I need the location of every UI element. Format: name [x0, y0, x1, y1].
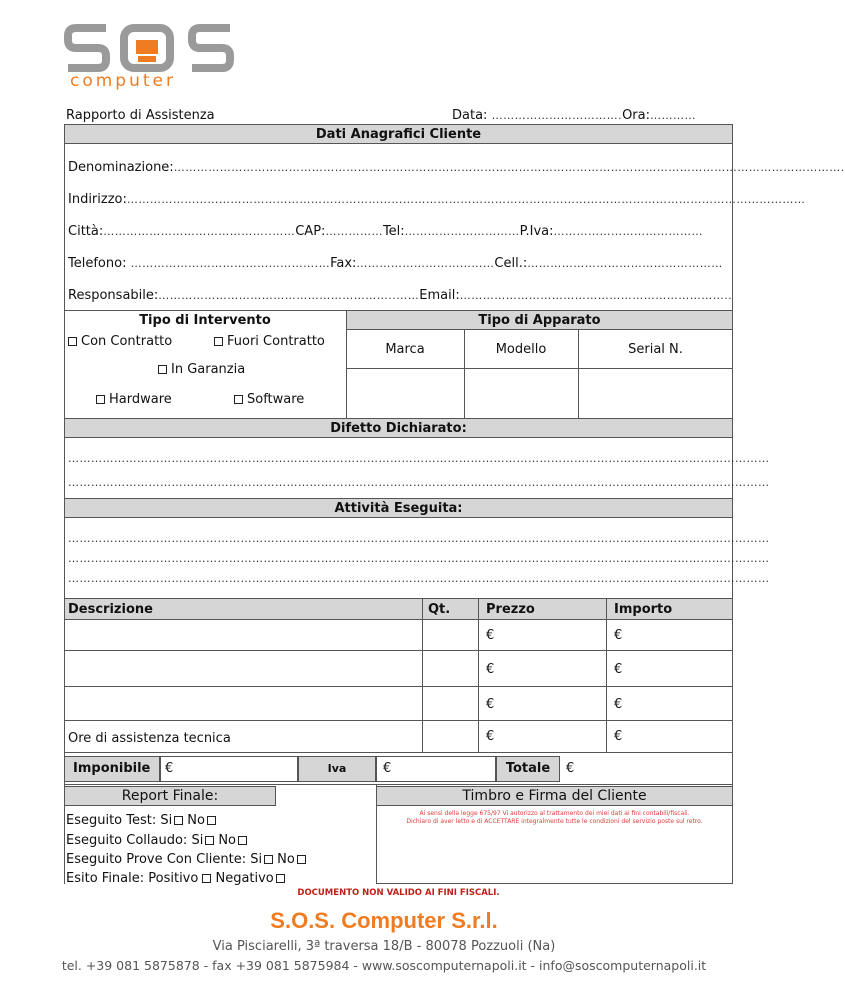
citta-cap-tel-piva-field[interactable]: Città:……………………………………..……CAP:……………Tel:…………………………P.Iva:…………………………………: [68, 224, 703, 239]
esito-finale-row[interactable]: Esito Finale: Positivo Negativo: [66, 871, 289, 886]
descrizione-header: Descrizione: [68, 602, 153, 617]
imponibile-value[interactable]: €: [160, 756, 298, 782]
report-title: Rapporto di Assistenza: [66, 108, 215, 123]
eseguito-test-row[interactable]: Eseguito Test: Si No: [66, 813, 220, 828]
iva-label: Iva: [298, 756, 376, 782]
sos-logo-graphic: [62, 18, 242, 90]
prezzo-cell[interactable]: €: [486, 697, 495, 712]
importo-header: Importo: [614, 602, 673, 617]
section-anagrafica-header: Dati Anagrafici Cliente: [64, 124, 733, 144]
company-address: Via Pisciarelli, 3ª traversa 18/B - 80078 Pozzuoli (Na): [212, 939, 556, 954]
tipo-intervento-title: Tipo di Intervento: [139, 313, 271, 328]
timbro-firma-header: Timbro e Firma del Cliente: [376, 786, 733, 806]
privacy-notice: Ai sensi della legge 675/97 Vi autorizzo al trattamento dei miei dati ai fini contabili/fiscali. Dichiaro di aver letto e di ACCETTARE integralmente tutte le condizioni del servizio poste sul retro.: [406, 810, 703, 825]
checkbox-fuori-contratto[interactable]: Fuori Contratto: [214, 334, 325, 349]
eseguito-prove-row[interactable]: Eseguito Prove Con Cliente: Si No: [66, 852, 310, 867]
denominazione-field[interactable]: Denominazione:………………………………………………………………………………………………………………………………………………………….: [68, 160, 845, 175]
ore-assistenza-label: Ore di assistenza tecnica: [68, 731, 231, 746]
marca-input[interactable]: [347, 369, 463, 417]
totale-label: Totale: [496, 756, 560, 782]
prezzo-cell[interactable]: €: [486, 662, 495, 677]
difetto-header: Difetto Dichiarato:: [64, 418, 733, 438]
modello-header: Modello: [495, 342, 547, 357]
svg-text:computer: computer: [70, 71, 176, 91]
importo-cell[interactable]: €: [614, 697, 623, 712]
prezzo-header: Prezzo: [486, 602, 535, 617]
attivita-line-3[interactable]: …………………………………………………………………………………………………………………………………………………………………: [68, 572, 770, 585]
company-logo: [62, 18, 242, 90]
difetto-line-1[interactable]: …………………………………………………………………………………………………………………………………………………………………: [68, 452, 770, 465]
fiscal-notice: DOCUMENTO NON VALIDO AI FINI FISCALI.: [297, 888, 500, 898]
attivita-header: Attività Eseguita:: [64, 498, 733, 518]
attivita-line-1[interactable]: …………………………………………………………………………………………………………………………………………………………………: [68, 532, 770, 545]
difetto-line-2[interactable]: …………………………………………………………………………………………………………………………………………………………………: [68, 476, 770, 489]
report-finale-header: Report Finale:: [64, 786, 276, 806]
date-time-field[interactable]: Data: …………………………….Ora:…………: [452, 108, 696, 123]
checkbox-in-garanzia[interactable]: In Garanzia: [158, 362, 245, 377]
checkbox-software[interactable]: Software: [234, 392, 304, 407]
totale-value[interactable]: €: [566, 761, 575, 776]
signature-area[interactable]: [377, 830, 732, 882]
checkbox-con-contratto[interactable]: Con Contratto: [68, 334, 172, 349]
imponibile-label: Imponibile: [64, 756, 160, 782]
qt-header: Qt.: [428, 602, 451, 617]
modello-input[interactable]: [465, 369, 577, 417]
prezzo-cell[interactable]: €: [486, 729, 495, 744]
company-contacts: tel. +39 081 5875878 - fax +39 081 5875984 - www.soscomputernapoli.it - info@soscomputernapoli.it: [61, 958, 707, 973]
responsabile-email-field[interactable]: Responsabile:……………………………………………………..……Email:……………………………………………………………..: [68, 288, 733, 303]
checkbox-hardware[interactable]: Hardware: [96, 392, 172, 407]
importo-cell[interactable]: €: [614, 662, 623, 677]
eseguito-collaudo-row[interactable]: Eseguito Collaudo: Si No: [66, 833, 251, 848]
prezzo-cell[interactable]: €: [486, 628, 495, 643]
importo-cell[interactable]: €: [614, 729, 623, 744]
attivita-line-2[interactable]: …………………………………………………………………………………………………………………………………………………………………: [68, 552, 770, 565]
marca-header: Marca: [385, 342, 425, 357]
telefono-fax-cell-field[interactable]: Telefono: ………………………………………….…Fax:………………………………Cell.:……………………………………………: [68, 256, 723, 271]
indirizzo-field[interactable]: Indirizzo:……………………………………………………………………………………………………………………………………………………………: [68, 192, 806, 207]
company-name: S.O.S. Computer S.r.l.: [270, 908, 498, 933]
iva-value[interactable]: €: [376, 756, 496, 782]
importo-cell[interactable]: €: [614, 628, 623, 643]
serial-input[interactable]: [579, 369, 732, 417]
tipo-apparato-header: Tipo di Apparato: [346, 310, 733, 330]
serial-header: Serial N.: [628, 342, 683, 357]
